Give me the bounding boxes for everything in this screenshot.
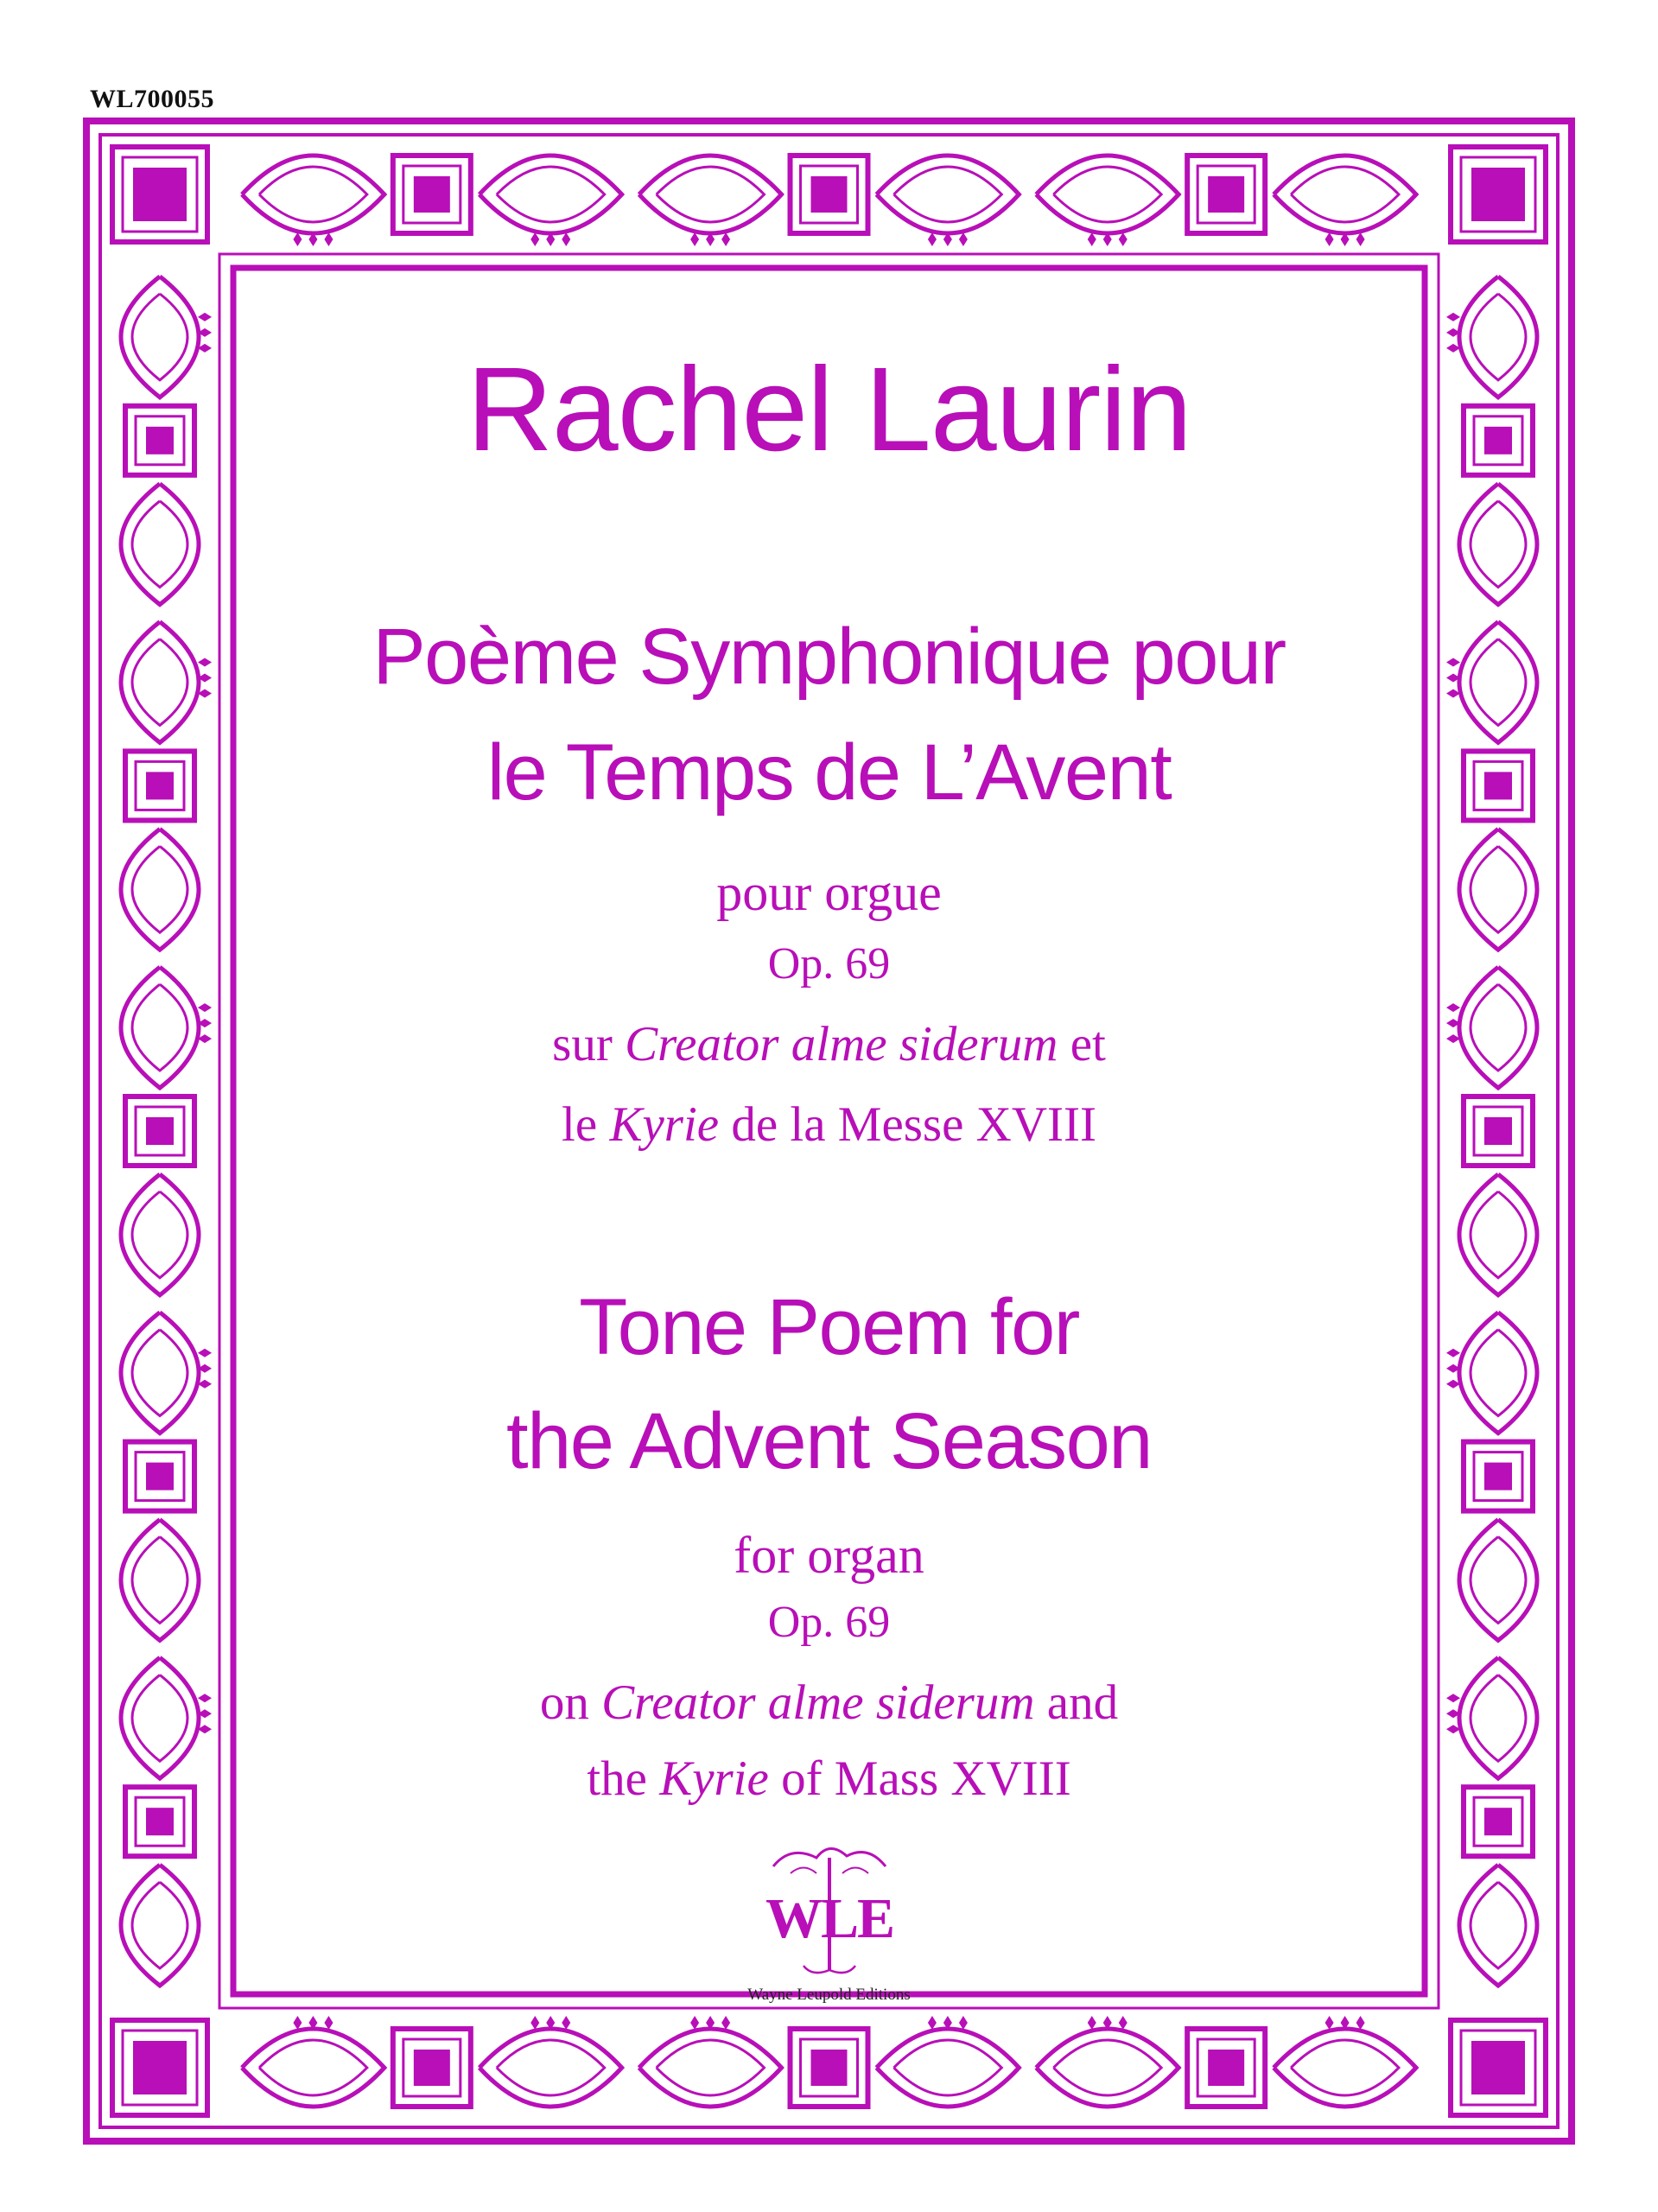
publisher-name: Wayne Leupold Editions [747, 1986, 911, 2004]
english-title-line-2: the Advent Season [506, 1397, 1152, 1485]
french-instrument: pour orgue [716, 864, 942, 921]
french-title-line-1: Poème Symphonique pour [372, 613, 1286, 701]
english-description-line-2: the Kyrie of Mass XVIII [587, 1751, 1071, 1806]
french-title-line-2: le Temps de L’Avent [486, 728, 1172, 817]
english-opus: Op. 69 [767, 1598, 891, 1647]
catalog-number: WL700055 [90, 85, 215, 113]
english-title-line-1: Tone Poem for [579, 1283, 1079, 1371]
french-opus: Op. 69 [767, 939, 891, 988]
english-description-line-1: on Creator alme siderum and [539, 1675, 1119, 1730]
french-description-line-2: le Kyrie de la Messe XVIII [562, 1097, 1096, 1152]
english-instrument: for organ [734, 1527, 924, 1584]
publisher-logo-letters: WLE [765, 1887, 894, 1950]
publisher-logo [739, 1840, 920, 1979]
composer-name: Rachel Laurin [467, 343, 1191, 476]
french-description-line-1: sur Creator alme siderum et [552, 1017, 1106, 1071]
